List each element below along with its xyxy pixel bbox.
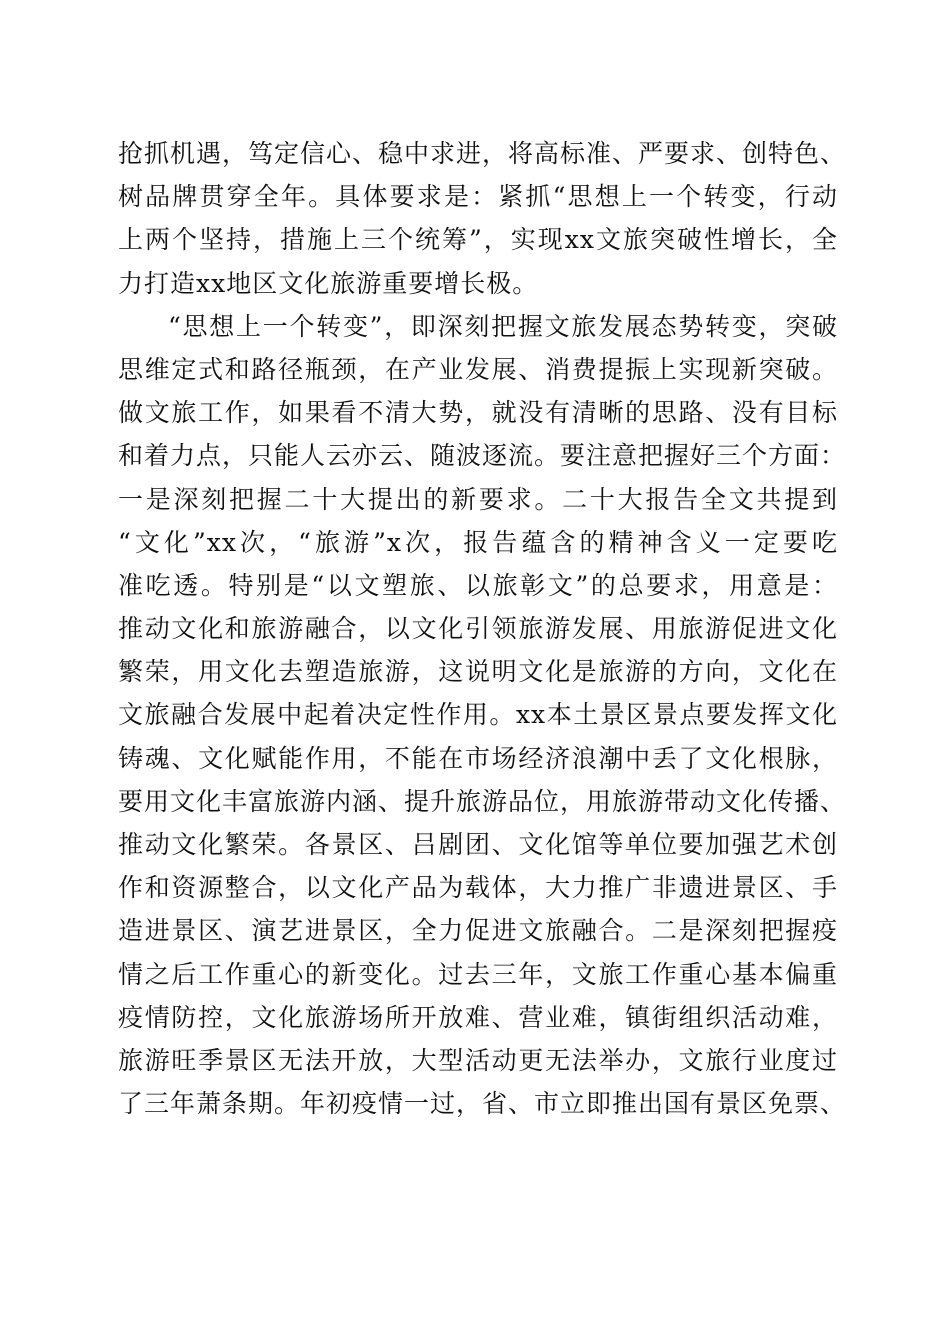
text-line: 疫情防控，文化旅游场所开放难、营业难，镇街组织活动难， [118,1002,838,1032]
text-line: 和着力点，只能人云亦云、随波逐流。要注意把握好三个方面： [118,441,847,471]
text-line: “思想上一个转变”，即深刻把握文旅发展态势转变，突破 [168,311,838,341]
text-line: 作和资源整合，以文化产品为载体，大力推广非遗进景区、手 [118,873,838,903]
text-line: 了三年萧条期。年初疫情一过，省、市立即推出国有景区免票、 [118,1089,847,1119]
text-line: 造进景区、演艺进景区，全力促进文旅融合。二是深刻把握疫 [118,916,838,946]
text-line: 抢抓机遇，笃定信心、稳中求进，将高标准、严要求、创特色、 [118,139,847,168]
text-line: “文化”xx次，“旅游”x次，报告蕴含的精神含义一定要吃 [118,527,838,557]
body-text [118,132,847,1125]
text-line: 繁荣，用文化去塑造旅游，这说明文化是旅游的方向，文化在 [118,657,838,687]
text-line: 旅游旺季景区无法开放，大型活动更无法举办，文旅行业度过 [118,1045,838,1075]
text-line: 力打造xx地区文化旅游重要增长极。 [118,268,539,298]
text-line: 做文旅工作，如果看不清大势，就没有清晰的思路、没有目标 [118,398,838,428]
text-line: 要用文化丰富旅游内涵、提升旅游品位，用旅游带动文化传播、 [118,786,847,816]
text-line: 推动文化繁荣。各景区、吕剧团、文化馆等单位要加强艺术创 [118,830,838,859]
text-line: 思维定式和路径瓶颈，在产业发展、消费提振上实现新突破。 [118,354,838,384]
text-line: 树品牌贯穿全年。具体要求是：紧抓“思想上一个转变，行动 [118,182,838,212]
text-line: 上两个坚持，措施上三个统筹”，实现xx文旅突破性增长，全 [118,225,838,255]
text-line: 一是深刻把握二十大提出的新要求。二十大报告全文共提到 [118,484,838,514]
text-line: 铸魂、文化赋能作用，不能在市场经济浪潮中丢了文化根脉， [118,743,838,773]
text-line: 情之后工作重心的新变化。过去三年，文旅工作重心基本偏重 [118,959,838,989]
text-line: 准吃透。特别是“以文塑旅、以旅彰文”的总要求，用意是： [118,570,838,600]
text-line: 推动文化和旅游融合，以文化引领旅游发展、用旅游促进文化 [118,614,838,644]
text-line: 文旅融合发展中起着决定性作用。xx本土景区景点要发挥文化 [118,700,838,730]
